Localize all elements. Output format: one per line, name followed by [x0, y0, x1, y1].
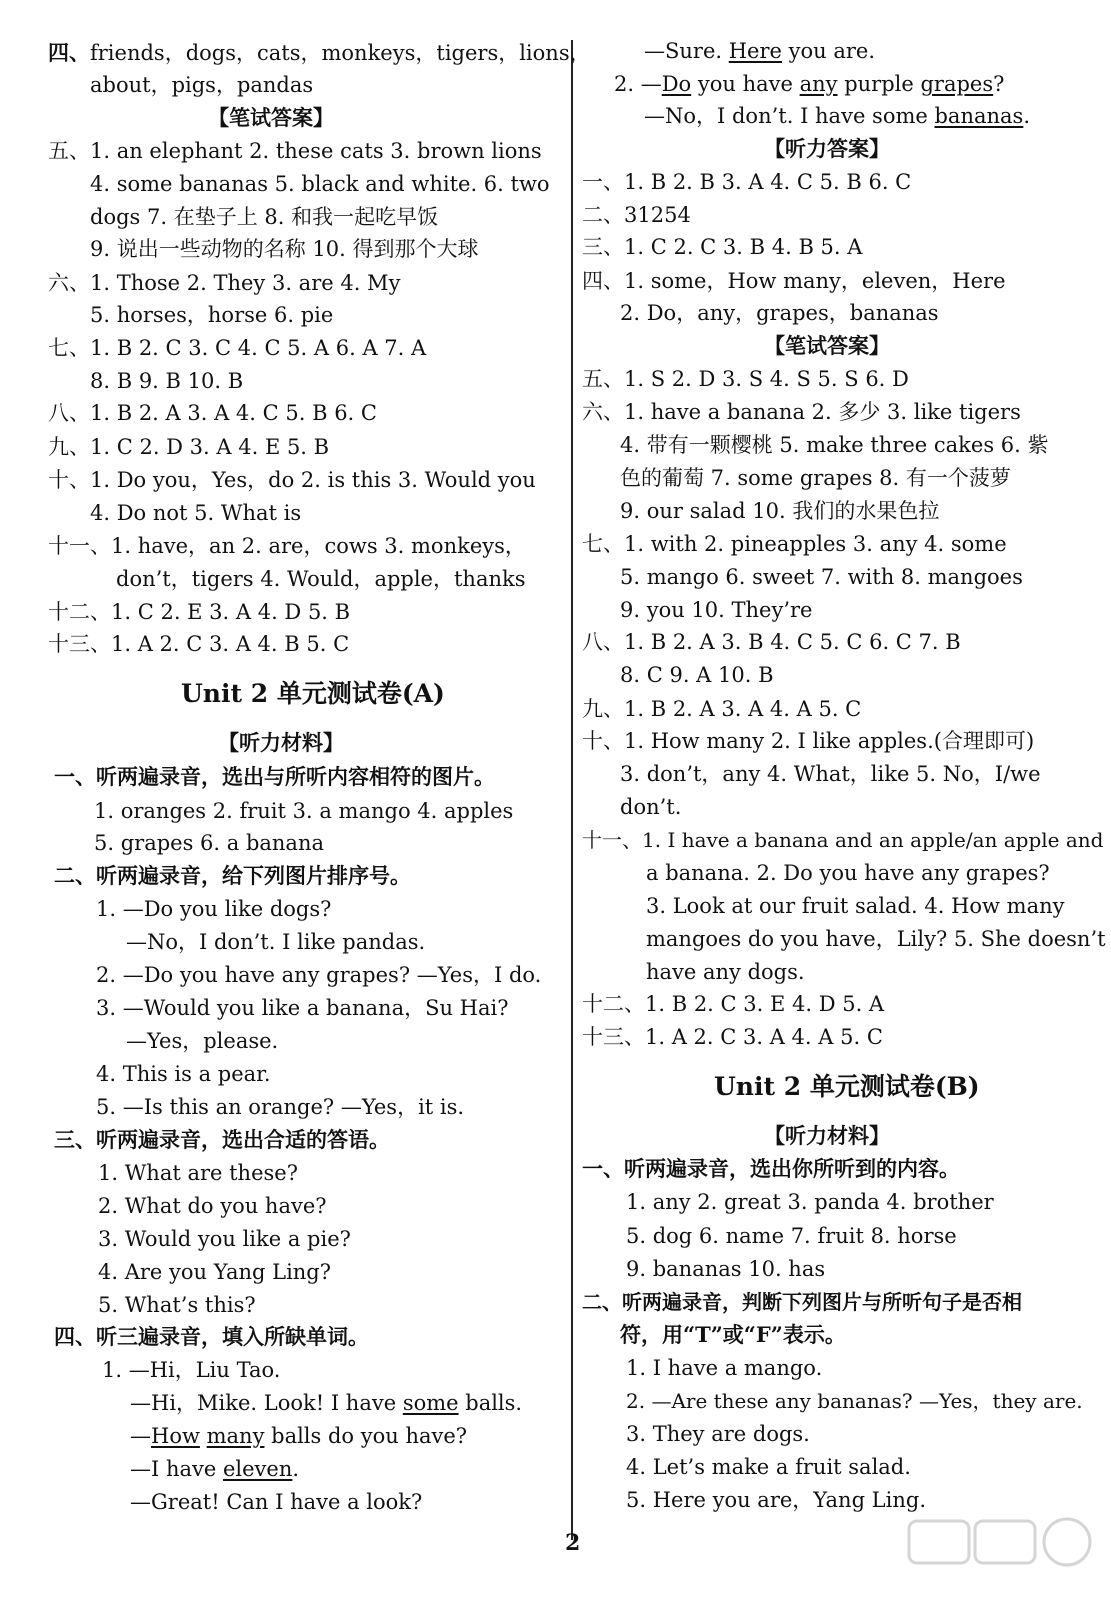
section-5-line-1: 五、1. an elephant 2. these cats 3. brown lions — [48, 139, 542, 163]
b-question-2-title-line-1: 二、听两遍录音，判断下列图片与所听句子是否相 — [582, 1290, 1022, 1314]
b-question-2-item-5: 5. Here you are，Yang Ling. — [626, 1488, 926, 1512]
section-7-line-2: 8. B 9. B 10. B — [90, 369, 244, 393]
written-6-line-1: 六、1. have a banana 2. 多少 3. like tigers — [582, 400, 1021, 424]
written-9: 九、1. B 2. A 3. A 4. A 5. C — [582, 697, 862, 721]
written-10-line-1: 十、1. How many 2. I like apples.(合理即可) — [582, 729, 1035, 753]
listening-answers-header: 【听力答案】 — [764, 136, 890, 161]
question-2-item-1b: —No，I don’t. I like pandas. — [126, 930, 426, 954]
listening-answer-4-line-1: 四、1. some，How many，eleven，Here — [582, 269, 1006, 293]
section-11-line-1: 十一、1. have，an 2. are，cows 3. monkeys， — [48, 534, 526, 558]
question-3-item-4: 4. Are you Yang Ling? — [98, 1260, 332, 1284]
written-11-line-5: have any dogs. — [646, 960, 805, 984]
listening-answer-4-line-2: 2. Do，any，grapes，bananas — [620, 301, 939, 325]
b-question-1-line-2: 5. dog 6. name 7. fruit 8. horse — [626, 1224, 957, 1248]
question-2-item-2: 2. —Do you have any grapes? —Yes，I do. — [96, 963, 542, 987]
dialog-line-3: —No，I don’t. I have some bananas. — [644, 104, 1031, 128]
question-2-item-1a: 1. —Do you like dogs? — [96, 897, 332, 921]
question-2-item-4: 4. This is a pear. — [96, 1062, 271, 1086]
written-5: 五、1. S 2. D 3. S 4. S 5. S 6. D — [582, 367, 909, 391]
section-8: 八、1. B 2. A 3. A 4. C 5. B 6. C — [48, 401, 377, 425]
unit-2-b-title: Unit 2 单元测试卷(B) — [714, 1072, 980, 1101]
listening-answer-3: 三、1. C 2. C 3. B 4. B 5. A — [582, 235, 863, 259]
b-question-2-title-line-2: 符，用“T”或“F”表示。 — [620, 1322, 846, 1347]
section-10-line-1: 十、1. Do you，Yes，do 2. is this 3. Would you — [48, 468, 536, 492]
b-question-2-item-3: 3. They are dogs. — [626, 1422, 810, 1446]
b-question-1-title: 一、听两遍录音，选出你所听到的内容。 — [582, 1156, 960, 1181]
b-question-2-item-4: 4. Let’s make a fruit salad. — [626, 1455, 911, 1479]
written-6-line-3: 色的葡萄 7. some grapes 8. 有一个菠萝 — [620, 466, 1011, 490]
written-12: 十二、1. B 2. C 3. E 4. D 5. A — [582, 992, 885, 1016]
question-3-item-5: 5. What’s this? — [98, 1293, 256, 1317]
written-8-line-1: 八、1. B 2. A 3. B 4. C 5. C 6. C 7. B — [582, 630, 961, 654]
section-4-line-1: 四、friends，dogs，cats，monkeys，tigers，lions， — [48, 40, 591, 65]
dialog-line-2: 2. —Do you have any purple grapes? — [614, 72, 1005, 96]
written-11-line-1: 十一、1. I have a banana and an apple/an apple and — [582, 828, 1104, 852]
b-question-2-item-2: 2. —Are these any bananas? —Yes，they are. — [626, 1389, 1083, 1413]
question-2-item-3b: —Yes，please. — [126, 1029, 279, 1053]
question-4-line-1: 1. —Hi，Liu Tao. — [102, 1358, 281, 1382]
unit-2-a-title: Unit 2 单元测试卷(A) — [181, 679, 445, 708]
question-3-title: 三、听两遍录音，选出合适的答语。 — [54, 1127, 390, 1152]
listening-answer-1: 一、1. B 2. B 3. A 4. C 5. B 6. C — [582, 170, 912, 194]
question-4-line-3: —How many balls do you have? — [130, 1424, 468, 1448]
watermark-logo — [905, 1515, 1101, 1597]
question-3-item-3: 3. Would you like a pie? — [98, 1227, 351, 1251]
section-5-line-3: dogs 7. 在垫子上 8. 和我一起吃早饭 — [90, 205, 439, 229]
question-4-line-2: —Hi，Mike. Look! I have some balls. — [130, 1391, 523, 1415]
written-answers-header-right: 【笔试答案】 — [764, 333, 890, 358]
b-question-2-item-1: 1. I have a mango. — [626, 1356, 823, 1380]
page-number: 2 — [565, 1530, 581, 1556]
written-11-line-2: a banana. 2. Do you have any grapes? — [646, 861, 1050, 885]
section-4-line-2: about，pigs，pandas — [90, 73, 314, 97]
section-13: 十三、1. A 2. C 3. A 4. B 5. C — [48, 632, 350, 656]
question-3-item-1: 1. What are these? — [98, 1161, 298, 1185]
section-5-line-4: 9. 说出一些动物的名称 10. 得到那个大球 — [90, 237, 479, 261]
written-6-line-4: 9. our salad 10. 我们的水果色拉 — [620, 499, 940, 523]
written-10-line-2: 3. don’t，any 4. What，like 5. No，I/we — [620, 762, 1041, 786]
listening-answer-2: 二、31254 — [582, 203, 691, 227]
listening-material-header-right: 【听力材料】 — [764, 1123, 890, 1148]
question-3-item-2: 2. What do you have? — [98, 1194, 327, 1218]
question-4-title: 四、听三遍录音，填入所缺单词。 — [54, 1324, 369, 1349]
written-6-line-2: 4. 带有一颗樱桃 5. make three cakes 6. 紫 — [620, 433, 1049, 457]
section-7-line-1: 七、1. B 2. C 3. C 4. C 5. A 6. A 7. A — [48, 336, 427, 360]
section-12: 十二、1. C 2. E 3. A 4. D 5. B — [48, 600, 351, 624]
section-11-line-2: don’t，tigers 4. Would，apple，thanks — [116, 567, 526, 591]
question-2-title: 二、听两遍录音，给下列图片排序号。 — [54, 863, 411, 888]
column-divider — [571, 40, 573, 1540]
dialog-line-sure: —Sure. Here you are. — [644, 39, 875, 63]
question-4-line-4: —I have eleven. — [130, 1457, 300, 1481]
section-9: 九、1. C 2. D 3. A 4. E 5. B — [48, 435, 330, 459]
written-11-line-3: 3. Look at our fruit salad. 4. How many — [646, 894, 1065, 918]
written-10-line-3: don’t. — [620, 795, 682, 819]
question-4-line-5: —Great! Can I have a look? — [130, 1490, 423, 1514]
b-question-1-line-1: 1. any 2. great 3. panda 4. brother — [626, 1190, 994, 1214]
section-5-line-2: 4. some bananas 5. black and white. 6. two — [90, 172, 550, 196]
written-7-line-1: 七、1. with 2. pineapples 3. any 4. some — [582, 532, 1007, 556]
question-1-line-1: 1. oranges 2. fruit 3. a mango 4. apples — [94, 799, 514, 823]
written-answers-header: 【笔试答案】 — [208, 105, 334, 130]
section-6-line-2: 5. horses，horse 6. pie — [90, 303, 334, 327]
section-10-line-2: 4. Do not 5. What is — [90, 501, 302, 525]
written-11-line-4: mangoes do you have，Lily? 5. She doesn’t — [646, 927, 1106, 951]
question-1-title: 一、听两遍录音，选出与所听内容相符的图片。 — [54, 764, 495, 789]
question-2-item-5: 5. —Is this an orange? —Yes，it is. — [96, 1095, 465, 1119]
written-7-line-3: 9. you 10. They’re — [620, 598, 813, 622]
question-2-item-3a: 3. —Would you like a banana，Su Hai? — [96, 996, 509, 1020]
written-13: 十三、1. A 2. C 3. A 4. A 5. C — [582, 1025, 883, 1049]
b-question-1-line-3: 9. bananas 10. has — [626, 1257, 826, 1281]
listening-material-header: 【听力材料】 — [218, 730, 344, 755]
question-1-line-2: 5. grapes 6. a banana — [94, 831, 324, 855]
section-6-line-1: 六、1. Those 2. They 3. are 4. My — [48, 271, 401, 295]
written-7-line-2: 5. mango 6. sweet 7. with 8. mangoes — [620, 565, 1023, 589]
written-8-line-2: 8. C 9. A 10. B — [620, 663, 774, 687]
